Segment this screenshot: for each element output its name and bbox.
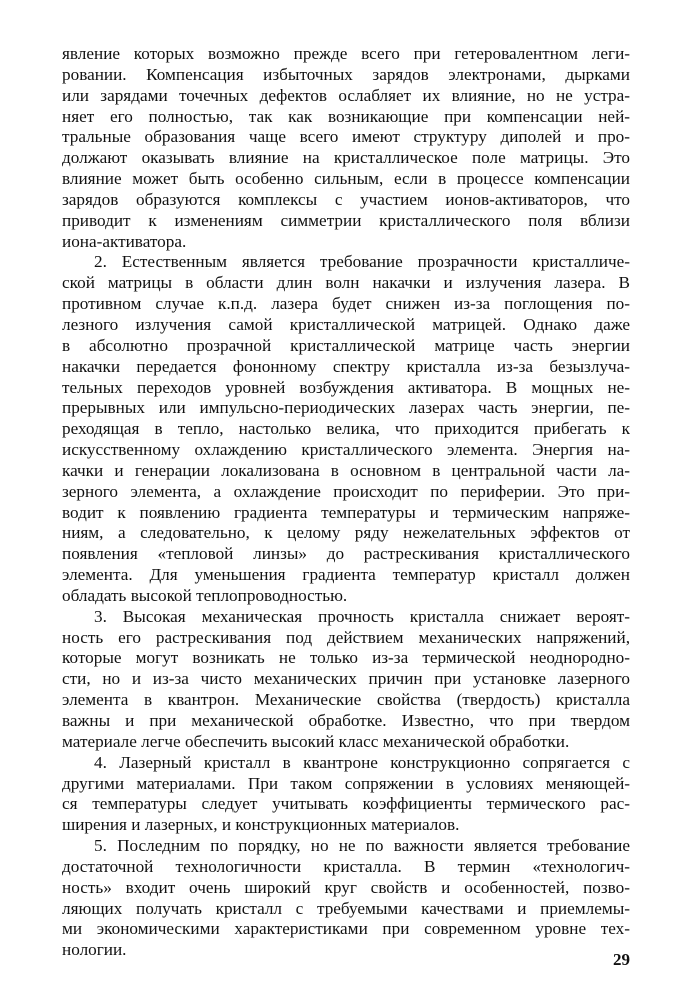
text-line: явление которых возможно прежде всего при гетеровалентном леги- [62,44,630,63]
text-line: водит к появлению градиента температуры и термическим напряже- [62,502,630,522]
text-line: или зарядами точечных дефектов ослабляет их влияние, но не устра- [62,85,630,105]
text-line: 5. Последним по порядку, но не по важности является требование [94,836,630,856]
text-line: в абсолютно прозрачной кристаллической матрице часть энергии [62,335,630,355]
text-line: иона-активатора. [62,231,187,251]
text-line: реходящая в тепло, настолько велика, что приходится прибегать к [62,419,630,439]
text-line: материале легче обеспечить высокий класс механической обработки. [62,731,570,751]
text-line: сти, но и из-за чисто механических причин при установке лазерного [62,669,630,689]
text-line: прерывных или импульсно-периодических лазерах часть энергии, пе- [62,398,630,418]
text-line: зарядов образуются комплексы с участием ионов-активаторов, что [62,189,630,209]
text-line: 3. Высокая механическая прочность кристалла снижает вероят- [94,606,630,626]
text-line: влияние может быть особенно сильным, если в процессе компенсации [62,169,630,189]
text-line: зерного элемента, а охлаждение происходит по периферии. Это при- [62,481,630,501]
text-line: ность его растрескивания под действием механических напряжений, [62,627,630,647]
text-line: другими материалами. При таком сопряжении в условиях меняющей- [62,773,630,793]
text-line: ровании. Компенсация избыточных зарядов электронами, дырками [62,64,630,84]
text-line: элемента в квантрон. Механические свойства (твердость) кристалла [62,690,630,710]
text-line: ся температуры следует учитывать коэффициенты термического рас- [62,794,630,814]
text-line: тельных переходов уровней возбуждения активатора. В мощных не- [62,377,630,397]
text-line: нологии. [62,940,127,960]
text-line: няет его полностью, так как возникающие при компенсации ней- [62,106,630,126]
text-line: искусственному охлаждению кристаллического элемента. Энергия на- [62,440,630,460]
text-line: качки и генерации локализована в основном в центральной части ла- [62,460,630,480]
text-line: ляющих получать кристалл с требуемыми качествами и приемлемы- [62,898,630,918]
text-line: ми экономическими характеристиками при современном уровне тех- [62,919,630,939]
text-line: приводит к изменениям симметрии кристаллического поля вблизи [62,210,630,230]
text-line: накачки передается фононному спектру кристалла из-за безызлуча- [62,356,630,376]
text-line: которые могут возникать не только из-за термической неоднородно- [62,648,630,668]
text-line: появления «тепловой линзы» до растрескивания кристаллического [62,544,630,564]
text-line: важны и при механической обработке. Известно, что при твердом [62,711,630,730]
text-line: ской матрицы в области длин волн накачки и излучения лазера. В [62,273,630,293]
text-line: ниям, а следовательно, к целому ряду нежелательных эффектов от [62,523,630,543]
text-line: ширения и лазерных, и конструкционных материалов. [62,815,460,835]
text-line: должают оказывать влияние на кристаллическое поле матрицы. Это [62,148,630,168]
page-number: 29 [613,950,630,969]
text-line: 2. Естественным является требование прозрачности кристалличе- [94,252,630,272]
text-line: тральные образования чаще всего имеют структуру диполей и про- [62,127,630,147]
text-line: противном случае к.п.д. лазера будет снижен из-за поглощения по- [62,294,630,314]
text-line: ность» входит очень широкий круг свойств и особенностей, позво- [62,877,630,897]
text-line: элемента. Для уменьшения градиента температур кристалл должен [62,565,630,585]
text-line: 4. Лазерный кристалл в квантроне конструкционно сопрягается с [94,752,630,772]
text-line: достаточной технологичности кристалла. В термин «технологич- [62,856,630,876]
text-line: лезного излучения самой кристаллической матрицей. Однако даже [62,314,630,334]
text-line: обладать высокой теплопроводностью. [62,585,348,605]
body-text [62,44,630,961]
